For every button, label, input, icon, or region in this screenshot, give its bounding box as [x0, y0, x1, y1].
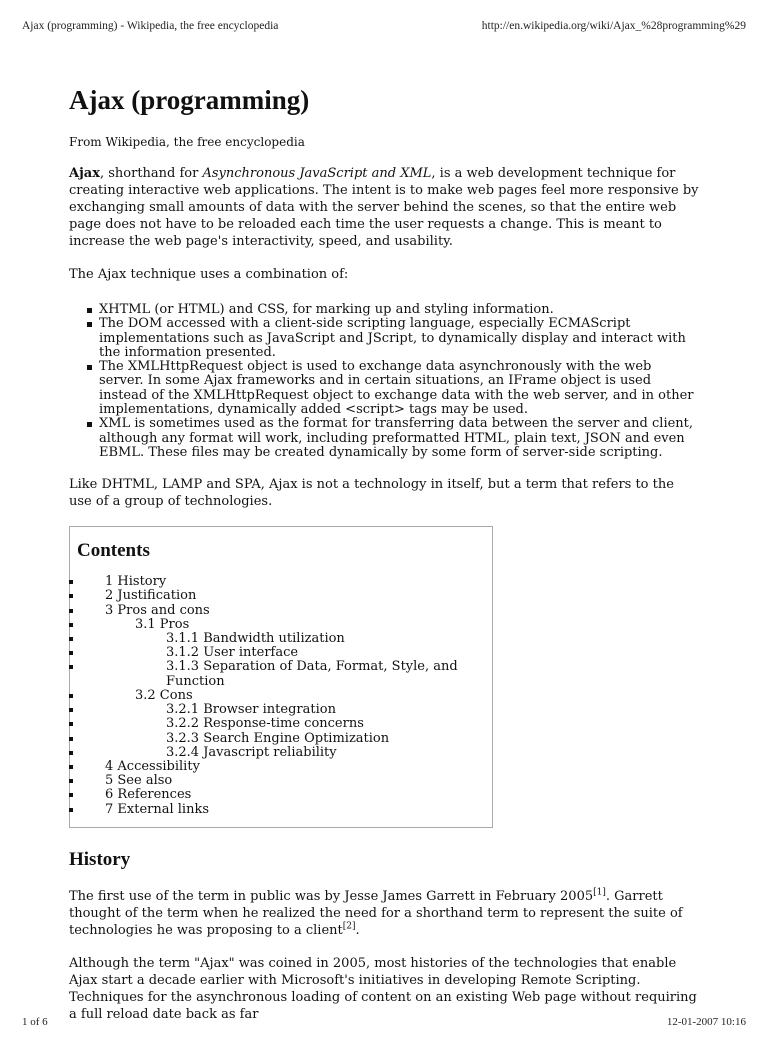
intro-italic-term: Asynchronous JavaScript and XML: [202, 166, 432, 181]
reference-link[interactable]: [1]: [593, 887, 606, 898]
page-number: 1 of 6: [22, 1016, 48, 1028]
toc-item-justification[interactable]: 2 Justification: [77, 589, 485, 603]
print-header-title: Ajax (programming) - Wikipedia, the free encyclopedia: [22, 20, 279, 32]
toc-item-browser-integration[interactable]: 3.2.1 Browser integration: [77, 703, 485, 717]
toc-item-references[interactable]: 6 References: [77, 788, 485, 802]
print-header-url: http://en.wikipedia.org/wiki/Ajax_%28programming%29: [481, 20, 746, 32]
article-content: [69, 84, 699, 1039]
history-heading: History: [69, 848, 131, 870]
reference-link[interactable]: [2]: [342, 921, 356, 932]
print-header: [22, 20, 746, 32]
like-paragraph: Like DHTML, LAMP and SPA, Ajax is not a technology in itself, but a term that refers to the use of a group of technologies.: [69, 477, 674, 510]
toc-item-seo[interactable]: 3.2.3 Search Engine Optimization: [77, 732, 485, 746]
toc-item-response-time[interactable]: 3.2.2 Response-time concerns: [77, 717, 485, 731]
toc-list: [77, 575, 485, 816]
toc-item-user-interface[interactable]: 3.1.2 User interface: [77, 646, 485, 660]
site-subtitle: From Wikipedia, the free encyclopedia: [69, 135, 305, 149]
toc-item-separation[interactable]: 3.1.3 Separation of Data, Format, Style, and Function: [77, 660, 485, 688]
toc-title: Contents: [77, 540, 150, 562]
toc-item-see-also[interactable]: 5 See also: [77, 774, 485, 788]
toc-item-pros[interactable]: 3.1 Pros: [77, 618, 485, 632]
toc-item-cons[interactable]: 3.2 Cons: [77, 689, 485, 703]
page-title: Ajax (programming): [69, 85, 310, 115]
list-item: The XMLHttpRequest object is used to exchange data asynchronously with the web server. In some Ajax frameworks and in certain situations, an IFrame object is used instead of the XMLHttpRequest object to exchange data with the web server, and in other implementations, dynamically added <script> tags may be used.: [85, 360, 699, 417]
print-date: 12-01-2007 10:16: [666, 1016, 746, 1028]
technology-list: [69, 303, 699, 460]
list-item: The DOM accessed with a client-side scripting language, especially ECMAScript implementations such as JavaScript and JScript, to dynamically display and interact with the information presented.: [85, 317, 699, 360]
table-of-contents: [69, 526, 493, 827]
list-item: XHTML (or HTML) and CSS, for marking up and styling information.: [85, 303, 699, 317]
toc-item-external-links[interactable]: 7 External links: [77, 803, 485, 817]
intro-paragraph: Ajax, shorthand for Asynchronous JavaScript and XML, is a web development technique for creating interactive web applications. The intent is to make web pages feel more responsive by exchanging small amounts of data with the server behind the scenes, so that the entire web page does not have to be reloaded each time the user requests a change. This is meant to increase the web page's interactivity, speed, and usability.: [69, 166, 699, 249]
list-item: XML is sometimes used as the format for transferring data between the server and client, although any format will work, including preformatted HTML, plain text, JSON and even EBML. These files may be created dynamically by some form of server-side scripting.: [85, 417, 699, 460]
print-footer: [22, 1016, 746, 1028]
toc-item-pros-and-cons[interactable]: 3 Pros and cons: [77, 604, 485, 618]
toc-item-js-reliability[interactable]: 3.2.4 Javascript reliability: [77, 746, 485, 760]
toc-item-accessibility[interactable]: 4 Accessibility: [77, 760, 485, 774]
history-paragraph-1: The first use of the term in public was by Jesse James Garrett in February 2005[1]. Garrett thought of the term when he realized the need for a shorthand term to represent the suite of technologies he was proposing to a client[2].: [69, 887, 683, 938]
toc-item-bandwidth[interactable]: 3.1.1 Bandwidth utilization: [77, 632, 485, 646]
combination-intro: The Ajax technique uses a combination of:: [69, 267, 349, 282]
toc-item-history[interactable]: 1 History: [77, 575, 485, 589]
history-paragraph-2: Although the term "Ajax" was coined in 2005, most histories of the technologies that enable Ajax start a decade earlier with Microsoft's initiatives in developing Remote Scripting. Techniques for the asynchronous loading of content on an existing Web page without requiring a full reload date back as far: [69, 955, 697, 1022]
intro-bold-term: Ajax: [69, 166, 100, 181]
